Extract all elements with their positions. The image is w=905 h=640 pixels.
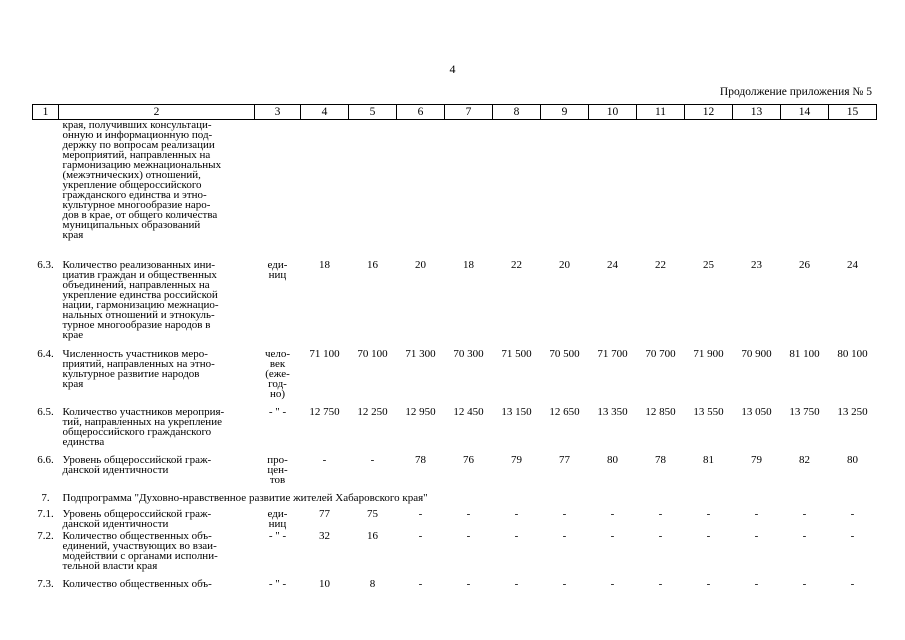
unit-of-measure: - " - — [268, 405, 287, 418]
value-cell: 24 — [607, 258, 618, 271]
value-cell: - — [562, 507, 567, 520]
unit-of-measure: чело- век (еже- год- но) — [264, 347, 291, 400]
indicator-name: Уровень общероссийской граж- данской идентичности — [62, 507, 212, 530]
indicator-name: Уровень общероссийской граж- данской идентичности — [62, 453, 212, 476]
value-cell: 18 — [463, 258, 474, 271]
value-cell — [397, 120, 445, 260]
value-cell — [301, 120, 349, 260]
indicator-name: Количество реализованных ини- циатив граждан и общественных объединений, направленных на укрепление единства российской нации, гармонизацию межнацио- нальных отношений и этнокуль- турное многообразие народов в крае — [62, 258, 219, 341]
value-cell: - — [466, 529, 471, 542]
table-row — [33, 407, 877, 455]
value-cell: - — [370, 453, 375, 466]
value-cell: 70 100 — [357, 347, 388, 360]
value-cell — [349, 120, 397, 260]
unit-of-measure: еди- ниц — [267, 258, 288, 281]
value-cell — [493, 120, 541, 260]
value-cell: - — [802, 507, 807, 520]
indicator-name: края, получивших консультаци- онную и информационную под- держку по вопросам реализации мероприятий, направленных на гармонизацию межнациональных (межэтнических) отношений, укрепление общероссийского гражданского единства и этно- культурное многообразие наро- дов в крае, от общего количества муниципальных образований края — [62, 119, 222, 241]
value-cell: 81 100 — [789, 347, 820, 360]
value-cell: - — [850, 507, 855, 520]
column-header-10: 10 — [589, 105, 637, 120]
value-cell: 12 950 — [405, 405, 436, 418]
table-row — [33, 260, 877, 349]
value-cell: - — [466, 577, 471, 590]
value-cell: 75 — [367, 507, 378, 520]
value-cell: 82 — [799, 453, 810, 466]
column-header-5: 5 — [349, 105, 397, 120]
value-cell: 13 350 — [597, 405, 628, 418]
value-cell: - — [850, 577, 855, 590]
subprogram-title: Подпрограмма "Духовно-нравственное развитие жителей Хабаровского края" — [62, 491, 428, 504]
value-cell: 12 250 — [357, 405, 388, 418]
column-header-4: 4 — [301, 105, 349, 120]
column-header-11: 11 — [637, 105, 685, 120]
table-body — [33, 120, 877, 599]
value-cell: 8 — [369, 577, 376, 590]
value-cell: - — [802, 577, 807, 590]
value-cell: 80 — [607, 453, 618, 466]
value-cell: - — [610, 507, 615, 520]
unit-of-measure: - " - — [268, 577, 287, 590]
table-row — [33, 579, 877, 599]
table-row — [33, 509, 877, 531]
value-cell: - — [562, 577, 567, 590]
value-cell: 80 — [847, 453, 858, 466]
value-cell: 12 450 — [453, 405, 484, 418]
row-number: 7.2. — [37, 529, 54, 542]
value-cell: 71 300 — [405, 347, 436, 360]
value-cell: - — [322, 453, 327, 466]
value-cell: - — [658, 507, 663, 520]
column-header-15: 15 — [829, 105, 877, 120]
value-cell: 12 650 — [549, 405, 580, 418]
value-cell: 32 — [319, 529, 330, 542]
value-cell: - — [418, 577, 423, 590]
unit-of-measure: еди- ниц — [267, 507, 288, 530]
value-cell: 12 750 — [309, 405, 340, 418]
indicator-name: Численность участников меро- приятий, направленных на этно- культурное развитие народов края — [62, 347, 215, 390]
row-number — [33, 120, 59, 260]
row-number: 7.3. — [37, 577, 54, 590]
column-header-9: 9 — [541, 105, 589, 120]
value-cell — [685, 120, 733, 260]
value-cell: - — [418, 529, 423, 542]
unit-of-measure: про- цен- тов — [267, 453, 288, 486]
value-cell: 76 — [463, 453, 474, 466]
value-cell: 13 750 — [789, 405, 820, 418]
value-cell: 71 100 — [309, 347, 340, 360]
table-row — [33, 349, 877, 407]
value-cell: 77 — [319, 507, 330, 520]
value-cell: 16 — [367, 529, 378, 542]
value-cell: 13 550 — [693, 405, 724, 418]
value-cell: 20 — [559, 258, 570, 271]
value-cell: 71 900 — [693, 347, 724, 360]
page-number: 4 — [449, 62, 456, 76]
value-cell: - — [802, 529, 807, 542]
value-cell: - — [514, 507, 519, 520]
column-header-14: 14 — [781, 105, 829, 120]
column-header-7: 7 — [445, 105, 493, 120]
row-number: 7.1. — [37, 507, 54, 520]
value-cell: 70 700 — [645, 347, 676, 360]
value-cell: - — [706, 507, 711, 520]
value-cell: 20 — [415, 258, 426, 271]
unit-of-measure — [255, 120, 301, 260]
value-cell: 79 — [511, 453, 522, 466]
value-cell: 22 — [511, 258, 522, 271]
value-cell: 13 050 — [741, 405, 772, 418]
unit-of-measure: - " - — [268, 529, 287, 542]
value-cell: 18 — [319, 258, 330, 271]
value-cell: 79 — [751, 453, 762, 466]
value-cell — [781, 120, 829, 260]
row-number: 6.4. — [37, 347, 54, 360]
value-cell: - — [562, 529, 567, 542]
table-row — [33, 493, 877, 509]
value-cell: 23 — [751, 258, 762, 271]
value-cell: - — [850, 529, 855, 542]
value-cell: - — [610, 577, 615, 590]
row-number: 7. — [41, 491, 50, 504]
value-cell: 78 — [655, 453, 666, 466]
value-cell: - — [610, 529, 615, 542]
value-cell — [637, 120, 685, 260]
value-cell — [829, 120, 877, 260]
value-cell: 81 — [703, 453, 714, 466]
value-cell: - — [754, 529, 759, 542]
value-cell: - — [466, 507, 471, 520]
value-cell: - — [754, 577, 759, 590]
value-cell: 77 — [559, 453, 570, 466]
value-cell: 24 — [847, 258, 858, 271]
value-cell: - — [514, 529, 519, 542]
row-number: 6.6. — [37, 453, 54, 466]
value-cell: 25 — [703, 258, 714, 271]
value-cell: 70 900 — [741, 347, 772, 360]
column-header-3: 3 — [255, 105, 301, 120]
column-header-13: 13 — [733, 105, 781, 120]
value-cell: 13 250 — [837, 405, 868, 418]
value-cell: - — [514, 577, 519, 590]
indicator-name: Количество общественных объ- — [62, 577, 212, 590]
value-cell: - — [754, 507, 759, 520]
table-row — [33, 531, 877, 579]
value-cell: 13 150 — [501, 405, 532, 418]
value-cell: 22 — [655, 258, 666, 271]
row-number: 6.3. — [37, 258, 54, 271]
column-header-2: 2 — [59, 105, 255, 120]
value-cell: - — [658, 577, 663, 590]
value-cell: - — [706, 577, 711, 590]
value-cell: 70 300 — [453, 347, 484, 360]
appendix-continuation-label: Продолжение приложения № 5 — [719, 86, 872, 98]
value-cell: 12 850 — [645, 405, 676, 418]
value-cell: - — [658, 529, 663, 542]
table-row — [33, 120, 877, 260]
table-row — [33, 455, 877, 493]
value-cell: - — [418, 507, 423, 520]
value-cell: 16 — [367, 258, 378, 271]
row-number: 6.5. — [37, 405, 54, 418]
column-header-1: 1 — [33, 105, 59, 120]
value-cell: - — [706, 529, 711, 542]
value-cell — [589, 120, 637, 260]
value-cell — [445, 120, 493, 260]
indicator-name: Количество участников мероприя- тий, направленных на укрепление общероссийского гражданского единства — [62, 405, 225, 448]
column-header-6: 6 — [397, 105, 445, 120]
indicators-table — [32, 104, 877, 599]
value-cell: 71 500 — [501, 347, 532, 360]
column-header-8: 8 — [493, 105, 541, 120]
value-cell: 78 — [415, 453, 426, 466]
value-cell: 80 100 — [837, 347, 868, 360]
value-cell: 26 — [799, 258, 810, 271]
value-cell: 71 700 — [597, 347, 628, 360]
column-number-header-row — [33, 105, 877, 120]
value-cell: 70 500 — [549, 347, 580, 360]
value-cell — [541, 120, 589, 260]
column-header-12: 12 — [685, 105, 733, 120]
indicator-name: Количество общественных объ- единений, участвующих во взаи- модействии с органами исполни- тельной власти края — [62, 529, 218, 572]
value-cell — [733, 120, 781, 260]
value-cell: 10 — [319, 577, 330, 590]
